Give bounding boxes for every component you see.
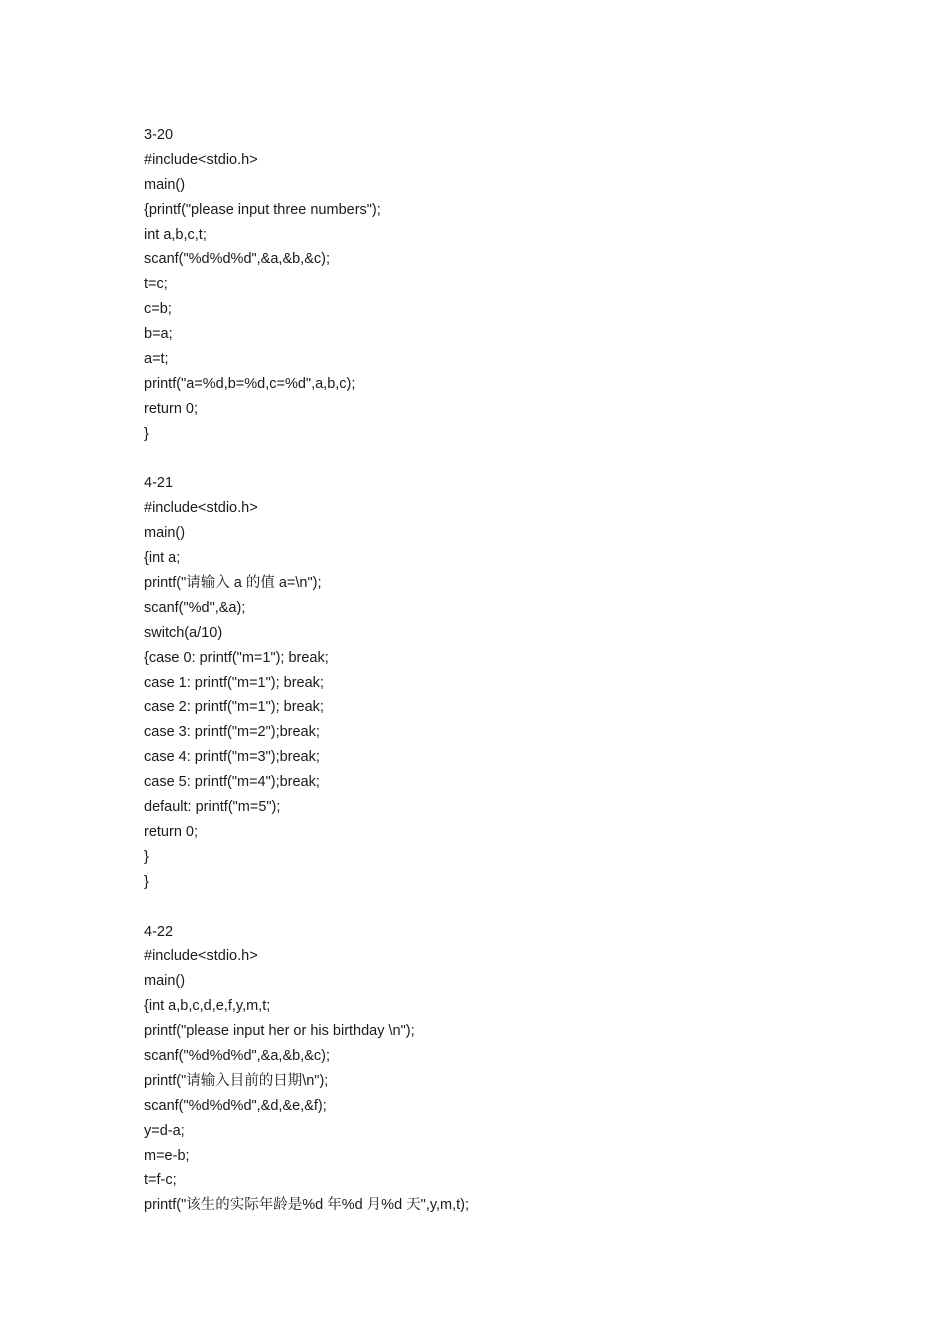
code-line: scanf("%d",&a); [144,599,246,616]
code-line: c=b; [144,301,172,318]
code-line: #include<stdio.h> [144,151,258,168]
code-line: case 3: printf("m=2");break; [144,724,320,741]
code-block-4-22 [144,920,844,1219]
code-line: {printf("please input three numbers"); [144,201,381,218]
code-line: {int a,b,c,d,e,f,y,m,t; [144,998,271,1015]
code-line: return 0; [144,400,198,417]
code-line: b=a; [144,326,173,343]
code-line: scanf("%d%d%d",&d,&e,&f); [144,1097,327,1114]
code-line: case 5: printf("m=4");break; [144,774,320,791]
code-line: } [144,425,149,442]
code-line: printf("请输入 a 的值 a=\n"); [144,575,322,592]
code-line: switch(a/10) [144,624,223,641]
document-body [144,123,844,1218]
code-line: #include<stdio.h> [144,500,258,517]
code-line: int a,b,c,t; [144,226,207,243]
code-line: } [144,848,149,865]
code-line: printf("该生的实际年龄是%d 年%d 月%d 天",y,m,t); [144,1197,470,1214]
code-line: printf("请输入目前的日期\n"); [144,1072,329,1089]
code-line: case 1: printf("m=1"); break; [144,674,324,691]
code-line: {case 0: printf("m=1"); break; [144,649,329,666]
exercise-number: 4-21 [144,475,174,492]
code-line: y=d-a; [144,1122,185,1139]
code-line: scanf("%d%d%d",&a,&b,&c); [144,251,330,268]
exercise-number: 4-22 [144,923,174,940]
code-line: {int a; [144,550,181,567]
code-block-4-21 [144,471,844,894]
code-line: main() [144,973,186,990]
code-line: case 2: printf("m=1"); break; [144,699,324,716]
code-line: #include<stdio.h> [144,948,258,965]
code-line: t=f-c; [144,1172,177,1189]
code-line: m=e-b; [144,1147,190,1164]
code-block-3-20 [144,123,844,447]
code-line: a=t; [144,351,169,368]
code-line: scanf("%d%d%d",&a,&b,&c); [144,1047,330,1064]
code-line: return 0; [144,823,198,840]
exercise-number: 3-20 [144,127,174,143]
code-line: printf("a=%d,b=%d,c=%d",a,b,c); [144,375,356,392]
code-line: main() [144,525,186,542]
code-line: case 4: printf("m=3");break; [144,749,320,766]
code-line: default: printf("m=5"); [144,799,281,816]
code-line: main() [144,176,186,193]
code-line: printf("please input her or his birthday \n"); [144,1023,415,1040]
code-line: } [144,873,149,890]
code-line: t=c; [144,276,168,293]
